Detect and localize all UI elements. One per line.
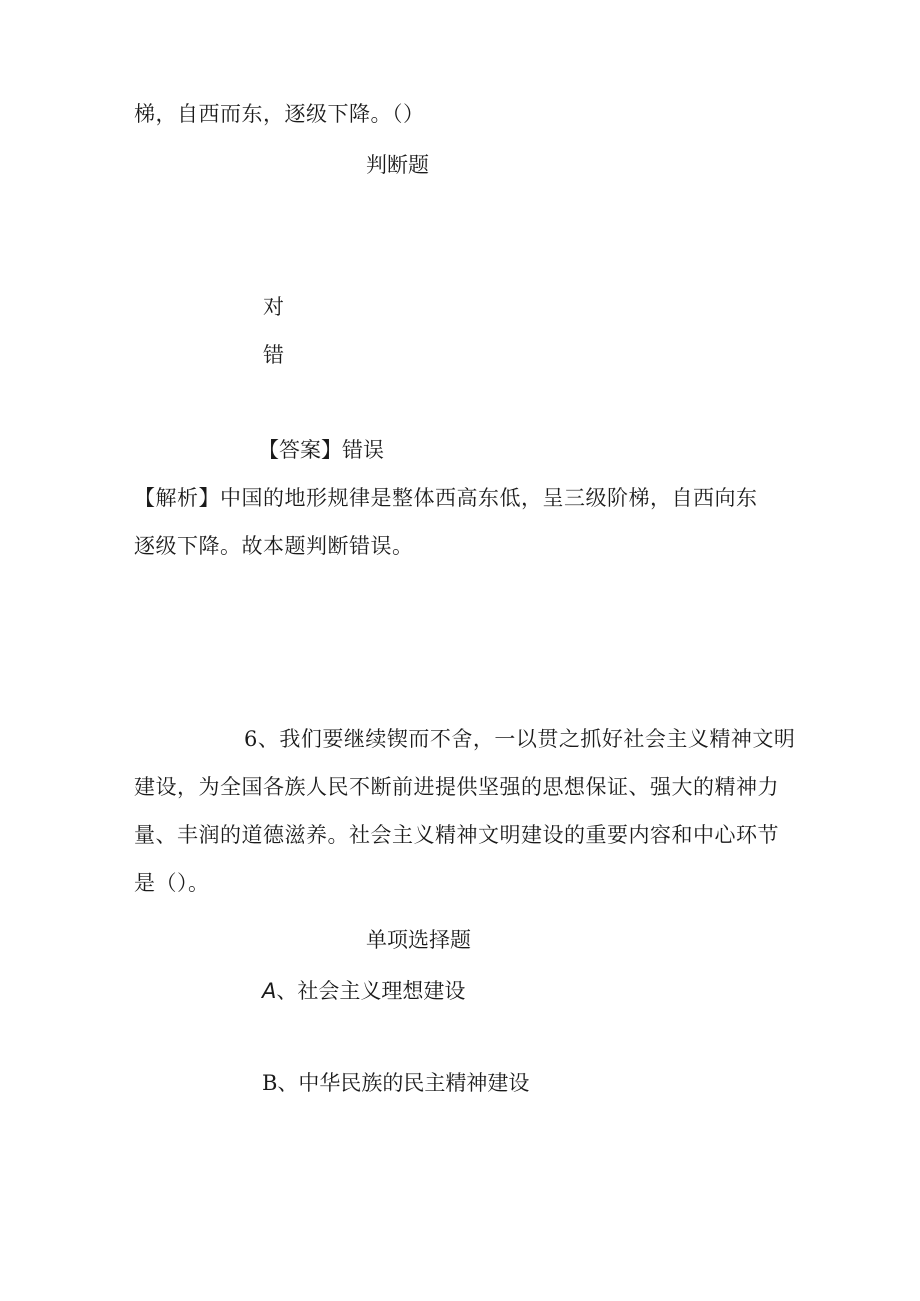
- q5-stem-tail: 梯，自西而东，逐级下降。（）: [134, 102, 425, 126]
- q5-question-type: 判断题: [366, 153, 429, 177]
- q6-option-b: B、中华民族的民主精神建设: [262, 1071, 530, 1095]
- q6-stem-line-1: 6、我们要继续锲而不舍，一以贯之抓好社会主义精神文明: [244, 727, 796, 751]
- q6-stem-line-2: 建设，为全国各族人民不断前进提供坚强的思想保证、强大的精神力: [134, 775, 779, 799]
- q5-option-true: 对: [263, 295, 284, 319]
- q5-option-false: 错: [263, 343, 284, 367]
- q5-analysis-line-1: 【解析】中国的地形规律是整体西高东低，呈三级阶梯，自西向东: [134, 486, 758, 510]
- q5-analysis-line-2: 逐级下降。故本题判断错误。: [134, 534, 414, 558]
- q6-stem-line-4: 是（）。: [134, 871, 210, 895]
- q6-option-a-text: 、社会主义理想建设: [276, 979, 466, 1003]
- q6-question-type: 单项选择题: [366, 928, 471, 952]
- q6-option-a-letter: A: [262, 979, 277, 1003]
- q6-stem-line-3: 量、丰润的道德滋养。社会主义精神文明建设的重要内容和中心环节: [134, 823, 779, 847]
- q5-answer: 【答案】错误: [258, 438, 384, 462]
- q6-option-a: [262, 976, 465, 1006]
